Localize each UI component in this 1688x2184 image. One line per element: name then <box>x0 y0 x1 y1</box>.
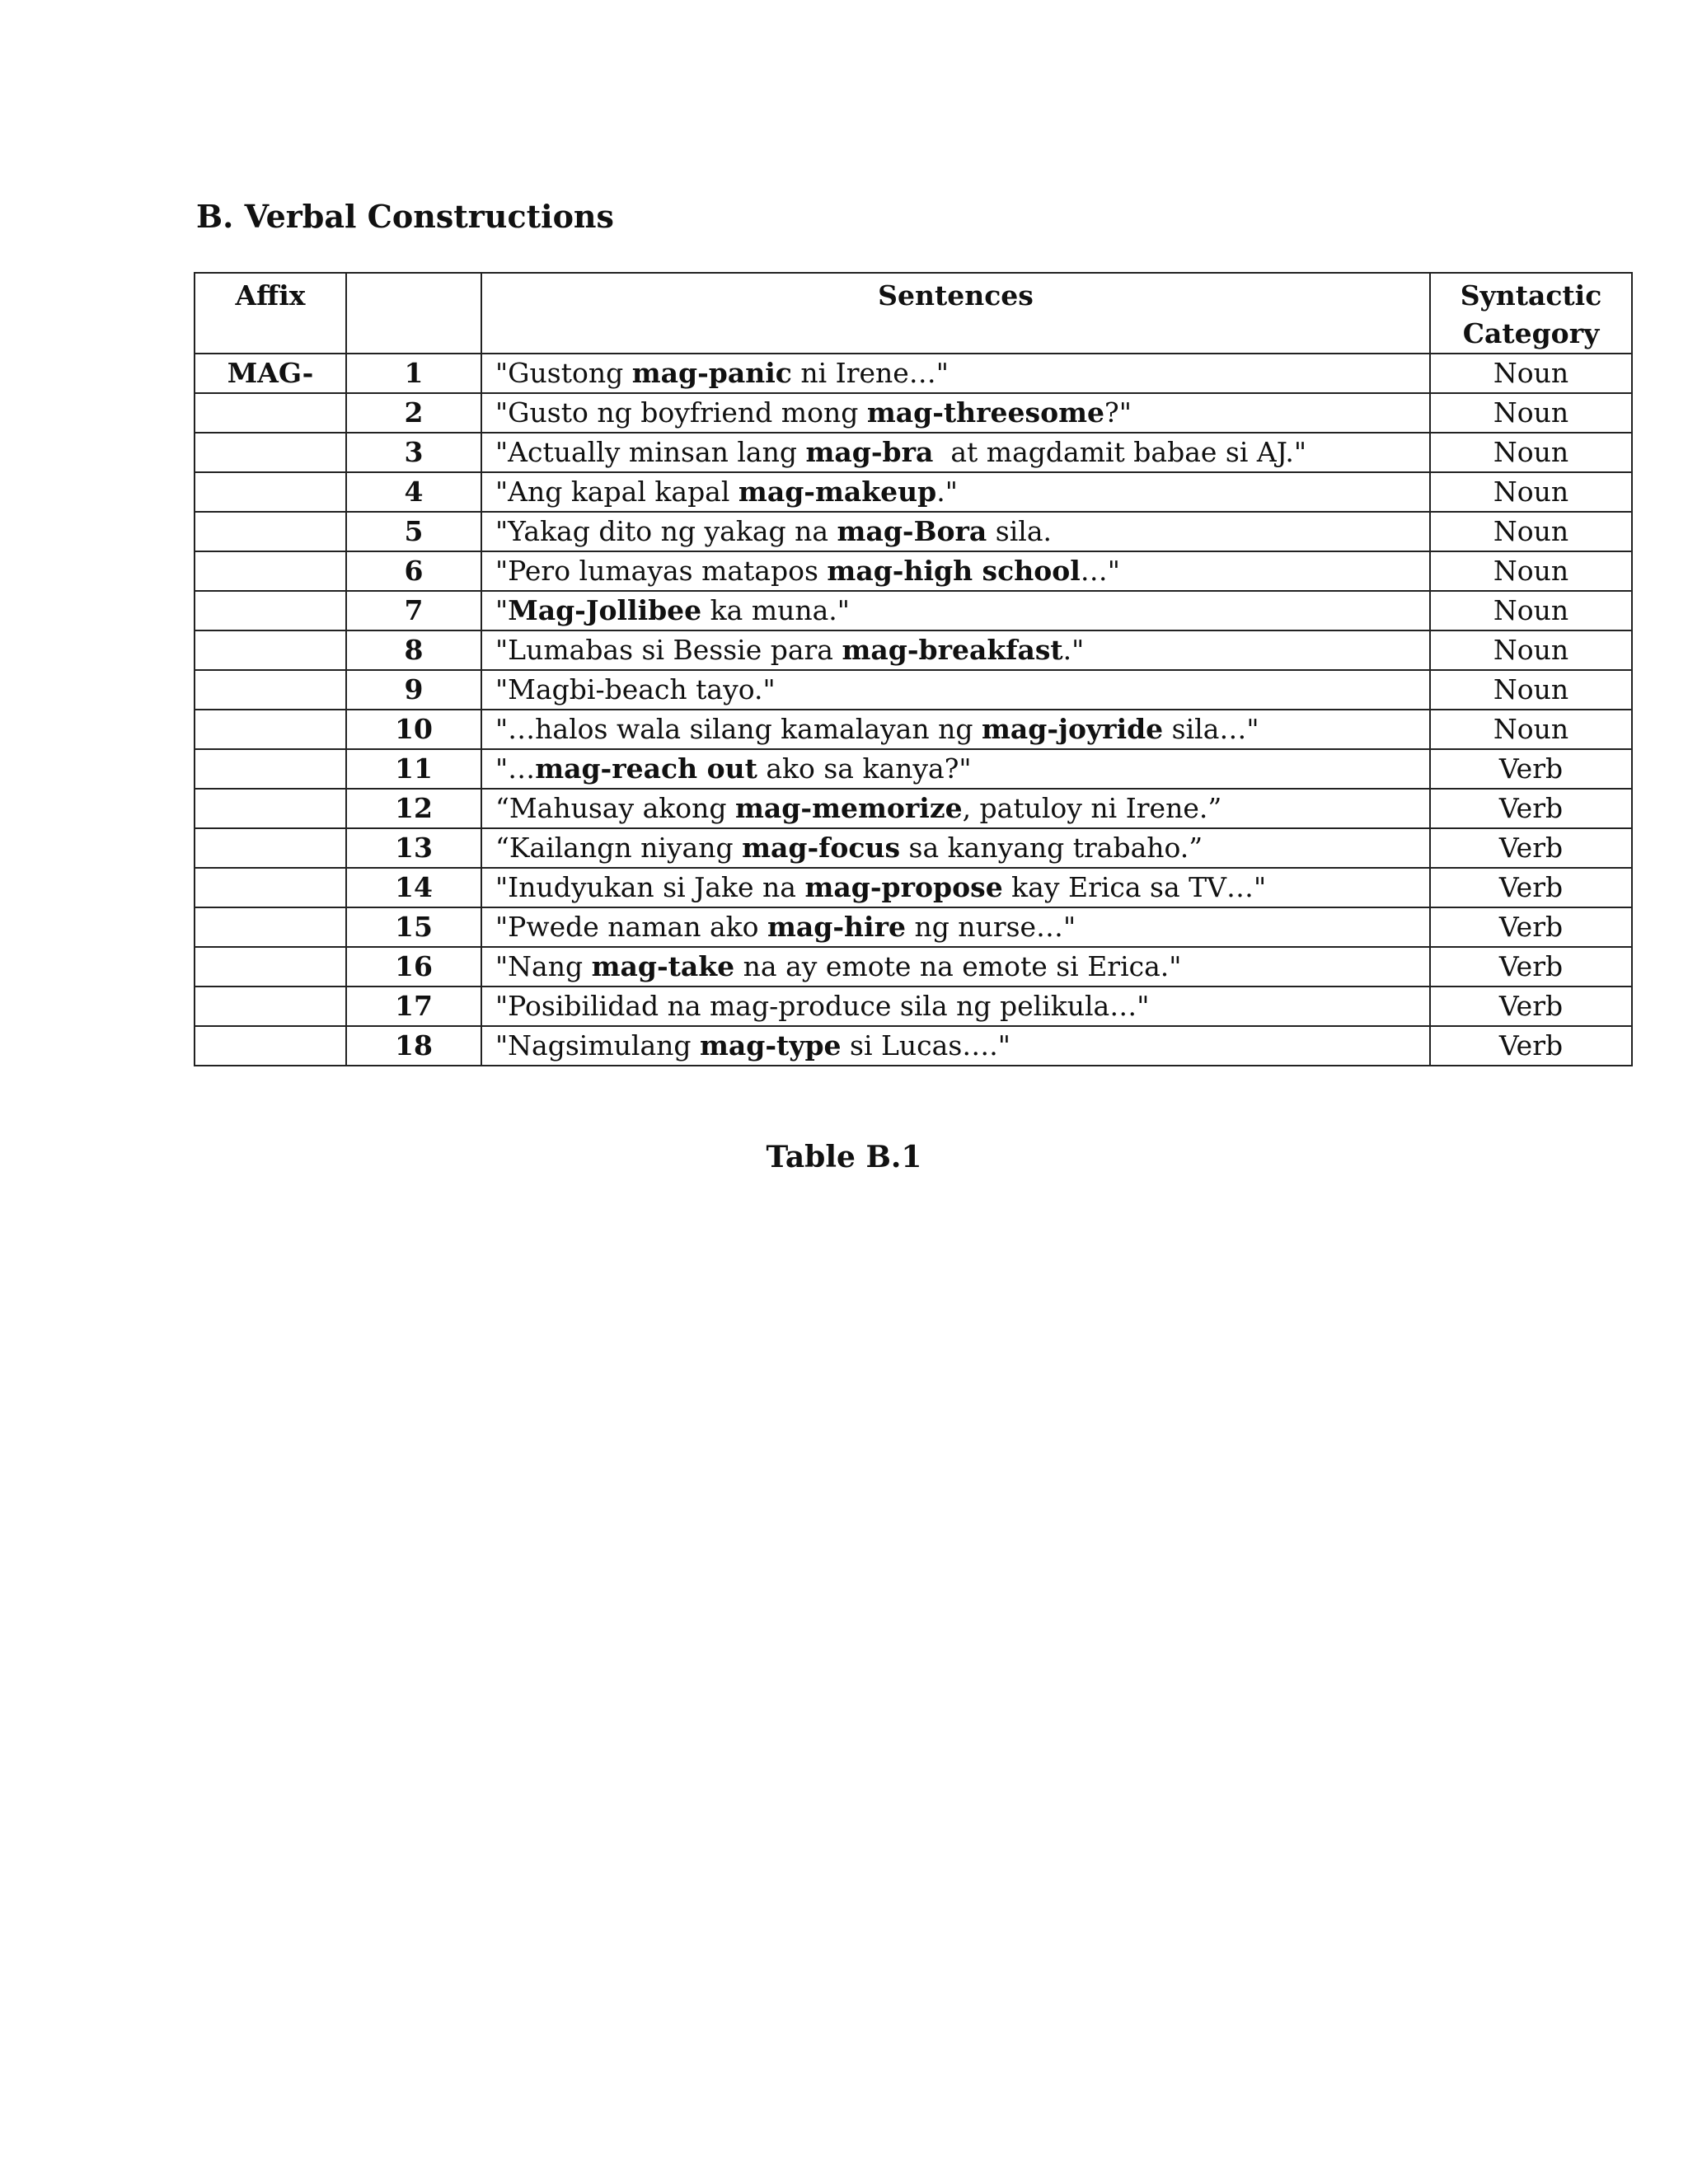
affixed-word: mag-high school <box>827 555 1081 587</box>
affix-cell <box>195 828 346 868</box>
affix-cell <box>195 710 346 749</box>
sentence-text: ." <box>1062 634 1085 666</box>
table-row <box>195 868 1632 907</box>
category-cell: Noun <box>1430 710 1632 749</box>
category-cell: Verb <box>1430 868 1632 907</box>
sentence-cell <box>481 987 1430 1026</box>
table-row <box>195 749 1632 789</box>
affixed-word: mag-take <box>591 950 735 982</box>
affixed-word: mag-reach out <box>535 752 757 785</box>
affixed-word: mag-Bora <box>837 515 987 547</box>
sentence-text: sila…" <box>1163 713 1259 745</box>
affix-cell <box>195 987 346 1026</box>
sentence-cell <box>481 591 1430 630</box>
affix-cell <box>195 789 346 828</box>
table-row <box>195 907 1632 947</box>
row-number-cell: 13 <box>346 828 481 868</box>
table-row <box>195 591 1632 630</box>
header-category-line2: Category <box>1462 317 1600 349</box>
header-syntactic-category <box>1430 273 1632 354</box>
affix-cell <box>195 947 346 987</box>
sentence-cell <box>481 512 1430 551</box>
sentence-text: "… <box>495 752 536 785</box>
row-number-cell: 12 <box>346 789 481 828</box>
sentence-text: na ay emote na emote si Erica." <box>734 950 1182 982</box>
category-cell: Verb <box>1430 907 1632 947</box>
table-row <box>195 433 1632 472</box>
sentence-text: "Nang <box>495 950 592 982</box>
category-cell: Verb <box>1430 947 1632 987</box>
sentence-cell <box>481 354 1430 393</box>
affix-cell <box>195 393 346 433</box>
affixed-word: mag-joyride <box>981 713 1164 745</box>
header-category-line1: Syntactic <box>1460 279 1602 312</box>
category-cell: Noun <box>1430 472 1632 512</box>
sentence-text: "Ang kapal kapal <box>495 476 738 508</box>
sentence-text: sila. <box>987 515 1052 547</box>
sentence-text: “Kailangn niyang <box>495 832 743 864</box>
table-row <box>195 630 1632 670</box>
affix-cell: MAG- <box>195 354 346 393</box>
affix-cell <box>195 551 346 591</box>
affix-cell <box>195 512 346 551</box>
affixed-word: mag-breakfast <box>842 634 1063 666</box>
sentence-text: "Gusto ng boyfriend mong <box>495 396 867 429</box>
table-row <box>195 710 1632 749</box>
sentence-text: "Posibilidad na mag-produce sila ng pelikula…" <box>495 990 1150 1022</box>
affix-cell <box>195 670 346 710</box>
sentence-cell <box>481 710 1430 749</box>
row-number-cell: 7 <box>346 591 481 630</box>
row-number-cell: 18 <box>346 1026 481 1066</box>
sentence-text: "Yakag dito ng yakag na <box>495 515 837 547</box>
affix-table <box>194 272 1633 1066</box>
row-number-cell: 17 <box>346 987 481 1026</box>
affix-cell <box>195 433 346 472</box>
sentence-cell <box>481 630 1430 670</box>
row-number-cell: 6 <box>346 551 481 591</box>
sentence-text: …" <box>1080 555 1120 587</box>
sentence-cell <box>481 433 1430 472</box>
sentence-text: si Lucas…." <box>841 1029 1010 1062</box>
sentence-text: "Magbi-beach tayo." <box>495 673 776 705</box>
row-number-cell: 3 <box>346 433 481 472</box>
sentence-text: ako sa kanya?" <box>757 752 972 785</box>
affix-cell <box>195 591 346 630</box>
sentence-text: “Mahusay akong <box>495 792 735 824</box>
affixed-word: mag-type <box>699 1029 842 1062</box>
category-cell: Noun <box>1430 630 1632 670</box>
table-row <box>195 987 1632 1026</box>
affixed-word: mag-threesome <box>866 396 1105 429</box>
category-cell: Noun <box>1430 591 1632 630</box>
affixed-word: mag-memorize <box>735 792 963 824</box>
category-cell: Verb <box>1430 789 1632 828</box>
sentence-cell <box>481 749 1430 789</box>
table-row <box>195 551 1632 591</box>
header-sentences: Sentences <box>481 273 1430 354</box>
table-row <box>195 947 1632 987</box>
category-cell: Noun <box>1430 512 1632 551</box>
sentence-text: "Pero lumayas matapos <box>495 555 828 587</box>
sentence-cell <box>481 670 1430 710</box>
sentence-cell <box>481 868 1430 907</box>
sentence-text: sa kanyang trabaho.” <box>900 832 1203 864</box>
table-row <box>195 472 1632 512</box>
section-title: B. Verbal Constructions <box>196 198 614 235</box>
row-number-cell: 2 <box>346 393 481 433</box>
sentence-cell <box>481 393 1430 433</box>
affix-cell <box>195 630 346 670</box>
affixed-word: mag-propose <box>804 871 1003 903</box>
sentence-text: kay Erica sa TV…" <box>1002 871 1267 903</box>
sentence-text: "Pwede naman ako <box>495 911 767 943</box>
affix-cell <box>195 472 346 512</box>
header-affix: Affix <box>195 273 346 354</box>
sentence-text: "Actually minsan lang <box>495 436 806 468</box>
table-row <box>195 789 1632 828</box>
sentence-text: ni Irene…" <box>791 357 949 389</box>
table-header-row <box>195 273 1632 354</box>
sentence-cell <box>481 828 1430 868</box>
sentence-text: at magdamit babae si AJ." <box>933 436 1307 468</box>
affix-cell <box>195 868 346 907</box>
category-cell: Verb <box>1430 828 1632 868</box>
sentence-cell <box>481 551 1430 591</box>
table-body <box>195 354 1632 1066</box>
row-number-cell: 11 <box>346 749 481 789</box>
sentence-text: ?" <box>1104 396 1132 429</box>
category-cell: Verb <box>1430 1026 1632 1066</box>
category-cell: Verb <box>1430 987 1632 1026</box>
affix-cell <box>195 907 346 947</box>
category-cell: Noun <box>1430 393 1632 433</box>
sentence-cell <box>481 789 1430 828</box>
affix-cell <box>195 1026 346 1066</box>
row-number-cell: 14 <box>346 868 481 907</box>
row-number-cell: 10 <box>346 710 481 749</box>
table-row <box>195 1026 1632 1066</box>
header-number <box>346 273 481 354</box>
sentence-text: "Lumabas si Bessie para <box>495 634 842 666</box>
sentence-text: ng nurse…" <box>905 911 1076 943</box>
sentence-cell <box>481 947 1430 987</box>
category-cell: Noun <box>1430 433 1632 472</box>
category-cell: Noun <box>1430 670 1632 710</box>
sentence-cell <box>481 907 1430 947</box>
row-number-cell: 8 <box>346 630 481 670</box>
category-cell: Noun <box>1430 354 1632 393</box>
sentence-text: " <box>495 594 509 626</box>
row-number-cell: 9 <box>346 670 481 710</box>
category-cell: Verb <box>1430 749 1632 789</box>
row-number-cell: 1 <box>346 354 481 393</box>
sentence-text: "Inudyukan si Jake na <box>495 871 805 903</box>
row-number-cell: 15 <box>346 907 481 947</box>
table-row <box>195 354 1632 393</box>
sentence-cell <box>481 472 1430 512</box>
affixed-word: Mag-Jollibee <box>508 594 702 626</box>
row-number-cell: 4 <box>346 472 481 512</box>
affixed-word: mag-makeup <box>738 476 937 508</box>
table-row <box>195 670 1632 710</box>
affixed-word: mag-bra <box>805 436 934 468</box>
sentence-text: , patuloy ni Irene.” <box>962 792 1222 824</box>
sentence-text: "…halos wala silang kamalayan ng <box>495 713 982 745</box>
affixed-word: mag-panic <box>631 357 792 389</box>
affixed-word: mag-hire <box>767 911 906 943</box>
table-row <box>195 393 1632 433</box>
category-cell: Noun <box>1430 551 1632 591</box>
sentence-text: "Nagsimulang <box>495 1029 700 1062</box>
sentence-text: ." <box>936 476 958 508</box>
affixed-word: mag-focus <box>742 832 901 864</box>
affix-cell <box>195 749 346 789</box>
sentence-cell <box>481 1026 1430 1066</box>
row-number-cell: 16 <box>346 947 481 987</box>
sentence-text: "Gustong <box>495 357 632 389</box>
table-row <box>195 828 1632 868</box>
table-caption: Table B.1 <box>766 1140 922 1174</box>
sentence-text: ka muna." <box>701 594 850 626</box>
row-number-cell: 5 <box>346 512 481 551</box>
table-row <box>195 512 1632 551</box>
